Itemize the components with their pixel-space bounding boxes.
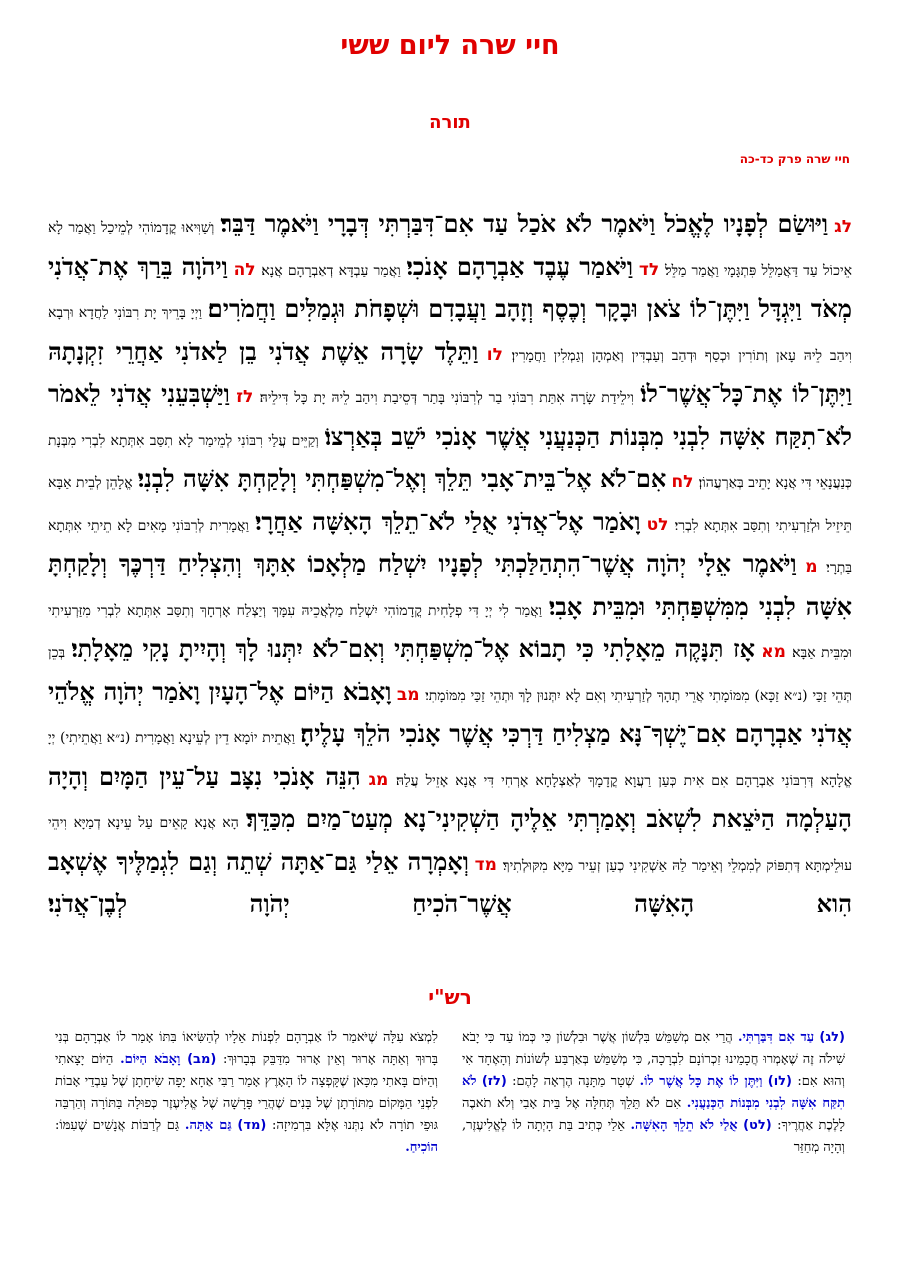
verse-number: מד <box>474 854 497 875</box>
rashi-verse-ref: (לו) <box>767 1074 792 1089</box>
section-title: תורה <box>429 112 471 133</box>
verse-text: וַיֹּאמַר עֶבֶד אַבְרָהָם אָנֹכִי׃ <box>406 251 634 281</box>
onkelos-translation: וְשַׁוִּיאוּ קֳדָמוֹהִי לְמֵיכַל וַאֲמַר לָא אֵיכוֹל עַד דַּאֲמַלֵּל פִּתְגָּמָי וַאֲמַר מַלֵּל׃ <box>48 220 852 279</box>
onkelos-translation: וַאֲמַר לִי יְיָ דִּי פְלָחִית קֳדָמוֹהִי יִשְׁלַח מַלְאֲכֵיהּ עִמָּךְ וְיַצְלַח אָרְחָךְ וְתִסַּב אִתְּתָא לִבְרִי מִזַּרְעִיתִי וּמִבֵּית אַבָּא׃ <box>48 602 852 661</box>
verse-number: לג <box>834 217 852 237</box>
rashi-dibur-hamatchil: הוֹכִיחַ. <box>405 1140 438 1155</box>
onkelos-translation: וַאֲמָרִית לְרִבּוֹנִי מָאִים לָא תֵיתֵי אִתְּתָא בַּתְרָי׃ <box>48 517 852 576</box>
rashi-dibur-hamatchil: גַּם אַתָּה. <box>184 1118 232 1133</box>
verse-number: לח <box>671 472 694 492</box>
rashi-comment: אֵלַי כְּתִיב בַּת הָיְתָה לוֹ לֶאֱלִיעֶזֶר, וְהָיָה מְחַזֵּר <box>462 1118 845 1155</box>
onkelos-translation: אֱלָהֵן לְבֵית אַבָּא תֵּיזֵיל וּלְזַרְעִיתִי וְתִסַּב אִתְּתָא לִבְרִי׃ <box>48 475 852 534</box>
rashi-title: רש"י <box>428 985 472 1009</box>
verse-number: לט <box>646 514 669 535</box>
verse-number: לו <box>486 344 503 365</box>
rashi-columns <box>55 1027 845 1257</box>
verse-number: מא <box>761 642 786 662</box>
verse-text: וַתֵּלֶד שָׂרָה אֵשֶׁת אֲדֹנִי בֵן לַאדֹנִי אַחֲרֵי זִקְנָתָהּ וַיִּתֶּן־לוֹ אֶת־כָּל־אֲשֶׁר־לוֹ׃ <box>48 336 852 408</box>
rashi-comment: הֲרֵי אִם מְשַׁמֵּשׁ בִּלְשׁוֹן אֲשֶׁר וּבִלְשׁוֹן כִּי כְּמוֹ עַד כִּי יָבֹא שִׁילֹה זֶה שֶׁאָמְרוּ חֲכָמֵינוּ זִכְרוֹנָם לִבְרָכָה, כִּי מְשַׁמֵּשׁ בְּאַרְבַּע לְשׁוֹנוֹת וְהָאֶחָד אִי וְהוּא אִם: <box>462 1030 845 1089</box>
verse-number: לה <box>233 259 256 280</box>
onkelos-translation: וִילֵידַת שָׂרָה אִתַּת רִבּוֹנִי בַר לְרִבּוֹנִי בָּתַר דְּסֵיבַת וִיהַב לֵיהּ יָת כָּל דִּילֵיהּ׃ <box>259 390 634 406</box>
rashi-verse-ref: (לז) <box>481 1074 507 1089</box>
onkelos-translation: וַאֲמַר עַבְדָּא דְאַבְרָהָם אֲנָא׃ <box>261 262 401 279</box>
verse-text: אִם־לֹא אֶל־בֵּית־אָבִי תֵּלֵךְ וְאֶל־מִשְׁפַּחְתִּי וְלָקַחְתָּ אִשָּׁה לִבְנִי׃ <box>137 464 667 493</box>
rashi-dibur-hamatchil: וַיִּתֶּן לוֹ אֶת כָּל אֲשֶׁר לוֹ. <box>639 1074 763 1089</box>
rashi-comment: גַּם לְרַבּוֹת אֲנָשִׁים שֶׁעִמּוֹ: <box>55 1118 180 1133</box>
rashi-dibur-hamatchil: לֹא תִקַּח אִשָּׁה לִבְנִי מִבְּנוֹת הַכְּנַעֲנִי. <box>462 1074 845 1111</box>
verse-text: הִנֵּה אָנֹכִי נִצָּב עַל־עֵין הַמָּיִם וְהָיָה הָעַלְמָה הַיֹּצֵאת לִשְׁאֹב וְאָמַרְתִּי אֵלֶיהָ הַשְׁקִינִי־נָא מְעַט־מַיִם מִכַּדֵּךְ׃ <box>48 761 852 833</box>
torah-text <box>48 205 852 980</box>
verse-text: וָאֹמַר אֶל־אֲדֹנִי אֻלַי לֹא־תֵלֵךְ הָאִשָּׁה אַחֲרָי׃ <box>255 506 641 536</box>
verse-text: אָז תִּנָּקֶה מֵאָלָתִי כִּי תָבוֹא אֶל־מִשְׁפַּחְתִּי וְאִם־לֹא יִתְּנוּ לָךְ וְהָיִיתָ נָקִי מֵאָלָתִי׃ <box>71 634 756 663</box>
verse-number: מב <box>396 684 420 705</box>
onkelos-translation: הָא אֲנָא קָאֵים עַל עֵינָא דְמַיָּא וִיהֵי עוּלֵימְתָּא דְּתִפּוֹק לְמִמְלֵי וְאֵימַר לַהּ אַשְׁקִינִי כְעַן זְעֵיר מַיָּא מִקּוּלְתִיךְ׃ <box>48 815 852 874</box>
rashi-comment: אִם לֹא תֵּלֵךְ תְּחִלָּה אֶל בֵּית אָבִי וְלֹא תֹאבֶה לָלֶכֶת אַחֲרֶיךָ: <box>462 1096 845 1133</box>
rashi-column-left <box>55 1027 438 1257</box>
rashi-verse-ref: (לט) <box>743 1118 772 1133</box>
verse-text: וַיַּשְׁבִּעֵנִי אֲדֹנִי לֵאמֹר לֹא־תִקַּח אִשָּׁה לִבְנִי מִבְּנוֹת הַכְּנַעֲנִי אֲשֶׁר אָנֹכִי יֹשֵׁב בְּאַרְצוֹ׃ <box>48 379 852 451</box>
verse-text: וַיֹּאמֶר אֵלָי יְהֹוָה אֲשֶׁר־הִתְהַלַּכְתִּי לְפָנָיו יִשְׁלַח מַלְאָכוֹ אִתָּךְ וְהִצְלִיחַ דַּרְכֶּךָ וְלָקַחְתָּ אִשָּׁה לִבְנִי מִמִּשְׁפַּחְתִּי וּמִבֵּית אָבִי׃ <box>48 549 852 621</box>
rashi-verse-ref: (מד) <box>237 1118 267 1133</box>
verse-number: לז <box>236 387 254 407</box>
rashi-comment: לִמְצֹא עִלָּה שֶׁיֹּאמַר לוֹ אַבְרָהָם לִפְנוֹת אֵלָיו לְהַשִּׂיאוֹ בִּתּוֹ אָמַר לוֹ אַבְרָהָם בְּנִי בָּרוּךְ וְאַתָּה אָרוּר וְאֵין אָרוּר מִדַּבֵּק בְּבָרוּךְ: <box>55 1030 438 1067</box>
rashi-dibur-hamatchil: וָאָבֹא הַיּוֹם. <box>120 1052 181 1067</box>
verse-text: וָאָבֹא הַיּוֹם אֶל־הָעָיִן וָאֹמַר יְהֹוָה אֱלֹהֵי אֲדֹנִי אַבְרָהָם אִם־יֶשְׁךָ־נָּא מַצְלִיחַ דַּרְכִּי אֲשֶׁר אָנֹכִי הֹלֵךְ עָלֶיהָ׃ <box>48 676 852 748</box>
onkelos-translation: בְּכֵן תְּהֵי זַכַּי (נ״א זַכָּא) מִמּוֹמָתִי אֲרֵי תְהָךְ לְזַרְעִיתִי וְאִם לָא יִתְּנוּן לָךְ וּתְהֵי זַכַּי מִמּוֹמָתִי׃ <box>48 645 852 704</box>
rashi-comment: שְׁטָר מַתָּנָה הֶרְאָה לָהֶם: <box>512 1074 635 1089</box>
verse-number: מג <box>368 769 389 790</box>
verse-text: וַיהֹוָה בֵּרַךְ אֶת־אֲדֹנִי מְאֹד וַיִּגְדָּל וַיִּתֶּן־לוֹ צֹאן וּבָקָר וְכֶסֶף וְזָהָב וַעֲבָדִם וּשְׁפָחֹת וּגְמַלִּים וַחֲמֹרִים׃ <box>48 251 852 323</box>
rashi-verse-ref: (לג) <box>819 1030 845 1045</box>
rashi-dibur-hamatchil: אֻלַי לֹא תֵלֵךְ הָאִשָּׁה. <box>630 1118 738 1133</box>
rashi-column-right <box>462 1027 845 1257</box>
rashi-dibur-hamatchil: עַד אִם דִּבַּרְתִּי. <box>738 1030 815 1045</box>
verse-text: וַיּוּשַׂם לְפָנָיו לֶאֱכֹל וַיֹּאמֶר לֹא אֹכַל עַד אִם־דִּבַּרְתִּי דְּבָרָי וַיֹּאמֶר דַּבֵּר׃ <box>220 209 828 238</box>
rashi-comment: הַיּוֹם יָצָאתִי וְהַיּוֹם בָּאתִי מִכָּאן שֶׁקָּפְצָה לוֹ הָאָרֶץ אָמַר רַבִּי אַחָא יָפָה שִׂיחָתָן שֶׁל עַבְדֵי אָבוֹת לִפְנֵי הַמָּקוֹם מִתּוֹרָתָן שֶׁל בָּנִים שֶׁהֲרֵי פָּרָשָׁה שֶׁל אֱלִיעֶזֶר כְּפוּלָה בַּתּוֹרָה וְהַרְבֵּה גּוּפֵי תוֹרָה לֹא נִתְּנוּ אֶלָּא בִּרְמִיזָה: <box>55 1052 439 1133</box>
onkelos-translation: וַאֲתֵית יוֹמָא דֵין לְעֵינָא וַאֲמָרִית (נ״א וַאֲתֵיתִי) יְיָ אֱלָהָא דְּרִבּוֹנִי אַבְרָהָם אִם אִית כְּעַן רַעֲוָא קֳדָמָךְ לְאַצְלָחָא אָרְחִי דִּי אֲנָא אָזֵיל עֲלַהּ׃ <box>48 730 852 789</box>
verse-number: מ <box>805 557 818 577</box>
verse-number: לד <box>638 259 660 280</box>
chapter-reference: חיי שרה פרק כד-כה <box>739 152 850 166</box>
verse-text: וְאָמְרָה אֵלַי גַּם־אַתָּה שְׁתֵה וְגַם לִגְמַלֶּיךָ אֶשְׁאָב הִוא הָאִשָּׁה אֲשֶׁר־הֹכִיחַ יְהֹוָה לְבֶן־אֲדֹנִי׃ <box>48 846 852 918</box>
onkelos-translation: וְקַיֵּים עֲלַי רִבּוֹנִי לְמֵימַר לָא תִסַּב אִתְּתָא לִבְרִי מִבְּנָת כְּנַעֲנָאֵי דִּי אֲנָא יָתֵיב בְּאַרְעֲהוֹן׃ <box>48 432 852 491</box>
rashi-verse-ref: (מב) <box>187 1052 217 1067</box>
page-title: חיי שרה ליום ששי <box>340 30 560 61</box>
onkelos-translation: וַיְיָ בָּרֵיךְ יָת רִבּוֹנִי לַחֲדָא וּרְבָא וִיהַב לֵיהּ עָאן וְתוֹרִין וּכְסַף וּדְהַב וְעַבְדִּין וְאַמְהָן וְגַמְלִין וַחֲמָרִין׃ <box>48 305 852 364</box>
